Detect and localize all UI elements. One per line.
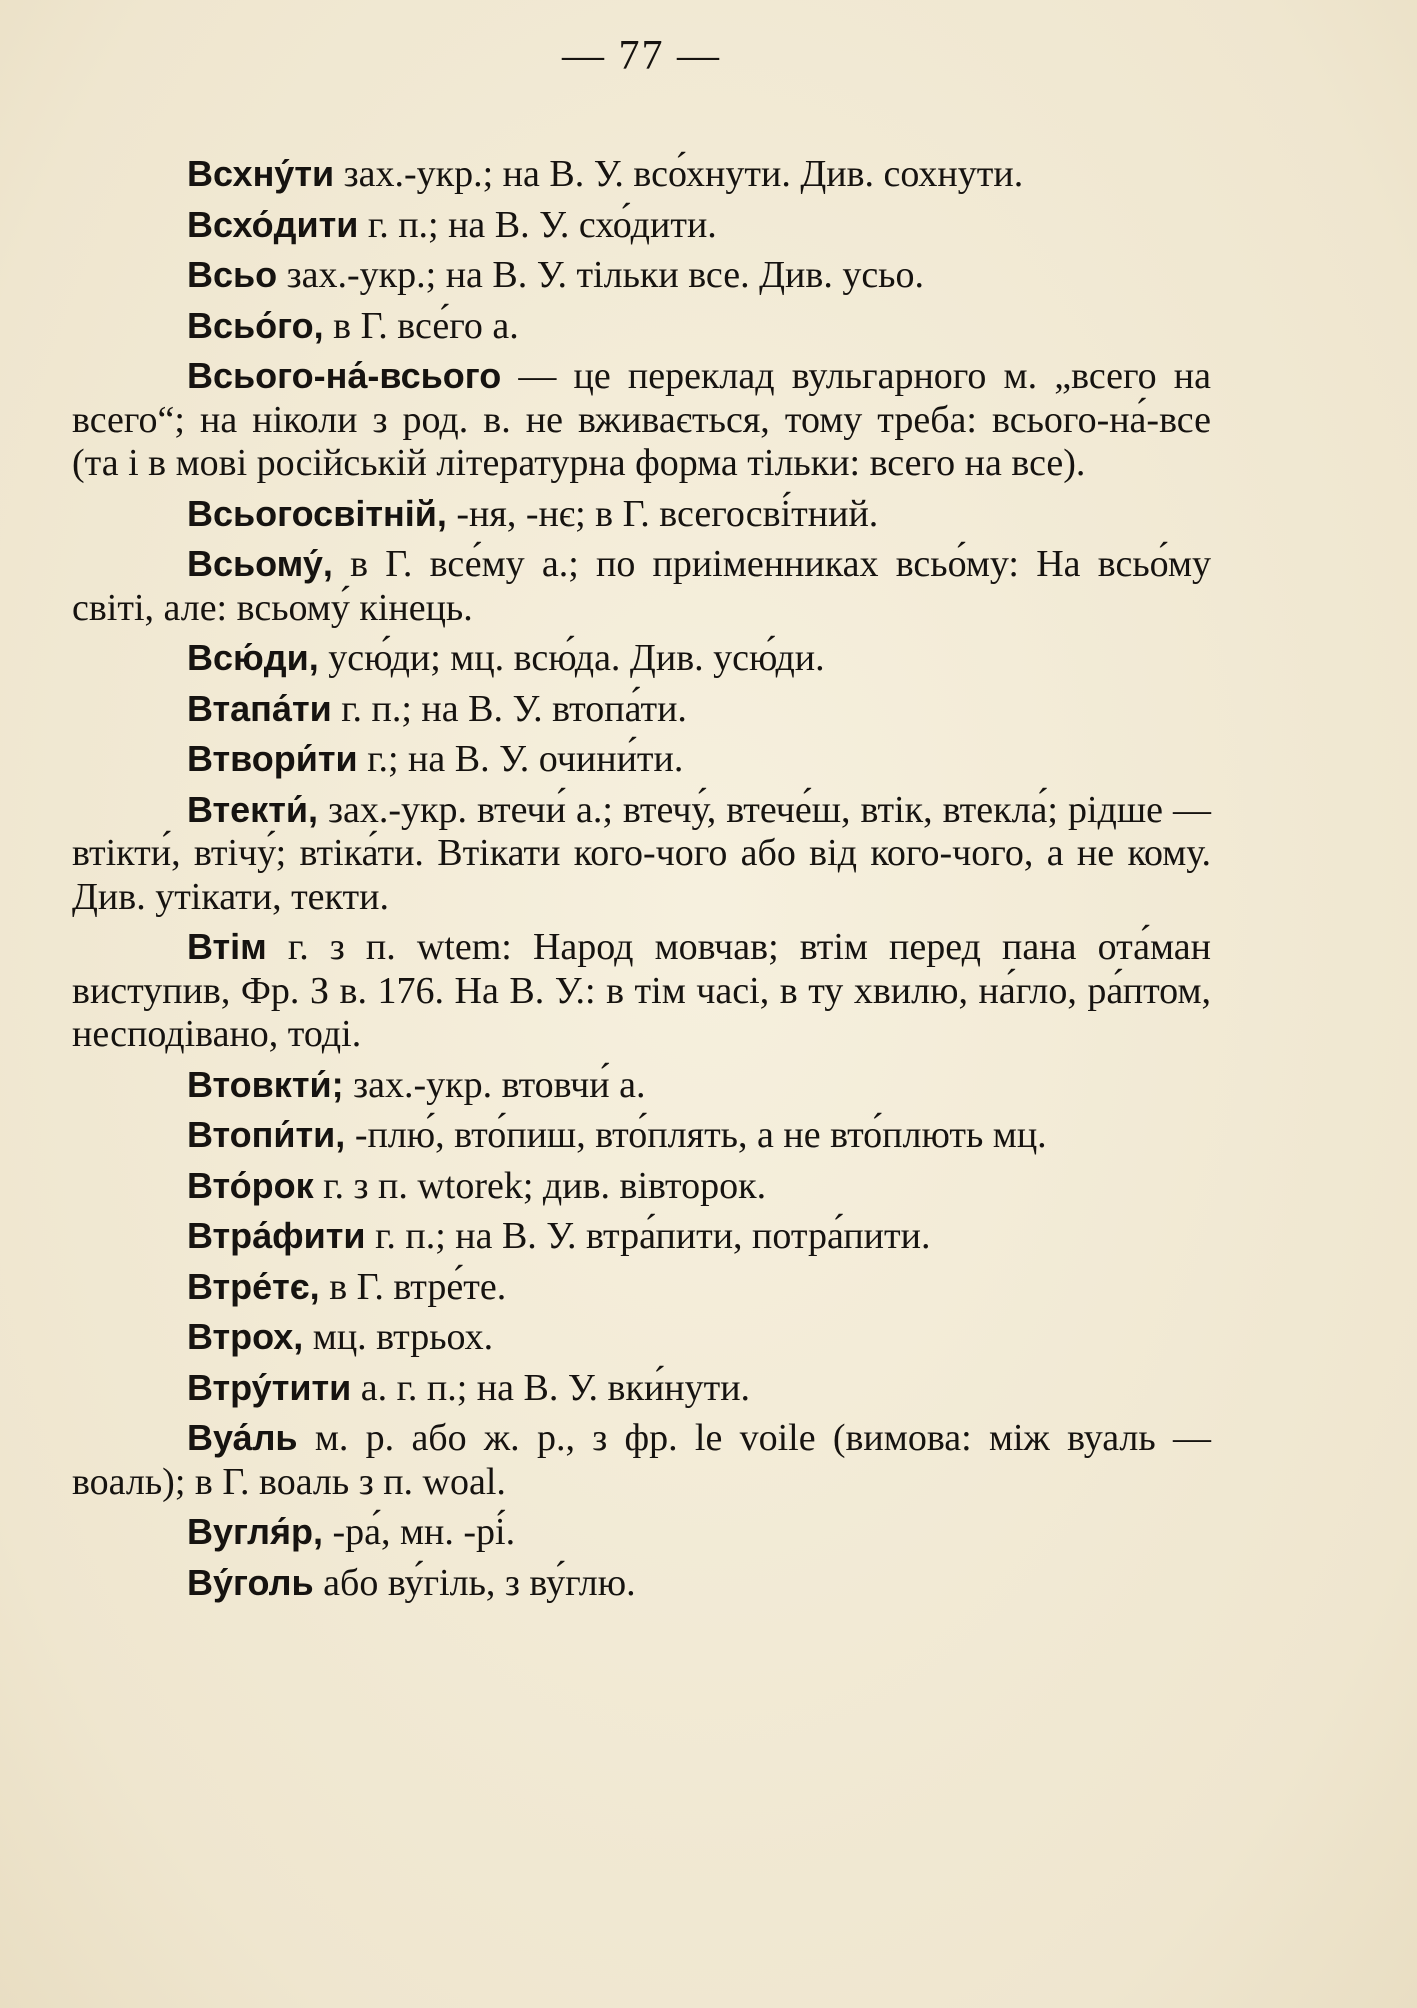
entry-headword: Ву́голь <box>187 1561 314 1603</box>
entry-headword: Всхну́ти <box>187 153 335 194</box>
entry-headword: Вто́рок <box>187 1164 314 1206</box>
entry-text: г. з п. wtorek; див. вівторок. <box>313 1164 767 1207</box>
dictionary-entry <box>72 203 1211 248</box>
dictionary-entry <box>72 925 1211 1057</box>
dictionary-entry <box>72 152 1211 197</box>
dictionary-entry <box>72 737 1211 782</box>
entry-text: м. р. або ж. р., з фр. le voile (вимова: між вуаль — воаль); в Г. воаль з п. woal. <box>72 1417 1211 1503</box>
entry-headword: Всьогосвітній, <box>187 492 447 534</box>
entry-text: зах.-укр. втовчи́ а. <box>343 1063 646 1106</box>
dictionary-entry <box>72 788 1211 920</box>
entry-text: в Г. все́му а.; по приіменниках всьо́му: На всьо́му світі, але: всьому́ кінець. <box>72 543 1211 629</box>
entry-headword: Втовкти́; <box>187 1063 344 1105</box>
dictionary-entry <box>72 542 1211 630</box>
dictionary-entry <box>72 492 1211 537</box>
entry-headword: Вуа́ль <box>187 1417 298 1458</box>
entry-text: в Г. втре́те. <box>319 1265 507 1308</box>
dictionary-entry <box>72 1265 1211 1310</box>
entry-headword: Втвори́ти <box>187 738 358 779</box>
entry-text: -плю́, вто́пиш, вто́плять, а не вто́плють мц. <box>345 1114 1047 1156</box>
entry-text: зах.-укр.; на В. У. всо́хнути. Див. сохнути. <box>334 153 1024 195</box>
entry-headword: Втрох, <box>187 1316 304 1357</box>
entry-text: мц. втрьох. <box>303 1316 494 1358</box>
entry-headword: Всьому́, <box>187 543 333 584</box>
page-number: — 77 — <box>562 33 721 79</box>
dictionary-entry <box>72 1113 1211 1158</box>
entry-headword: Втім <box>187 926 267 967</box>
entry-headword: Всхо́дити <box>187 203 359 245</box>
dictionary-entry <box>72 1366 1211 1411</box>
entry-text: усю́ди; мц. всю́да. Див. усю́ди. <box>318 637 825 679</box>
entry-headword: Втра́фити <box>187 1215 366 1256</box>
dictionary-entry <box>72 304 1211 349</box>
entry-text: г.; на В. У. очини́ти. <box>357 738 684 780</box>
entry-headword: Втру́тити <box>187 1366 352 1408</box>
entry-text: — це переклад вульгарного м. „всего на всего“; на ніколи з род. в. не вживається, тому треба: всього-на́-все (та і в мові російській літературна форма тільки: всего на все). <box>72 355 1211 484</box>
dictionary-entry <box>72 687 1211 732</box>
dictionary-entry <box>72 354 1211 486</box>
entry-headword: Втопи́ти, <box>187 1114 346 1155</box>
dictionary-entry <box>72 1416 1211 1504</box>
entry-headword: Вугля́р, <box>187 1511 323 1552</box>
dictionary-entry <box>72 1510 1211 1555</box>
dictionary-entry <box>72 636 1211 681</box>
entry-text: г. п.; на В. У. втра́пити, потра́пити. <box>365 1215 931 1257</box>
entry-headword: Всьо́го, <box>187 304 324 346</box>
dictionary-entry <box>72 253 1211 298</box>
entry-text: -ня, -нє; в Г. всегосві́тний. <box>446 492 879 535</box>
entry-text: г. п.; на В. У. схо́дити. <box>358 203 717 246</box>
entry-text: -ра́, мн. -рі́. <box>322 1511 516 1553</box>
dictionary-entry <box>72 1315 1211 1360</box>
dictionary-entry <box>72 1561 1211 1606</box>
entry-headword: Всьо <box>187 254 278 295</box>
dictionary-entry <box>72 1164 1211 1209</box>
entry-text: а. г. п.; на В. У. вки́нути. <box>351 1366 751 1409</box>
dictionary-entry <box>72 1063 1211 1108</box>
entry-text: в Г. все́го а. <box>323 304 519 347</box>
entry-text: або ву́гіль, з ву́глю. <box>313 1561 636 1604</box>
entry-text: зах.-укр.; на В. У. тільки все. Див. усьо. <box>277 254 925 296</box>
entry-text: зах.-укр. втечи́ а.; втечу́, втече́ш, втік, втекла́; рідше — втікти́, втічу́; втіка́ти. Втікати кого-чого або від кого-чого, а не кому. Див. утікати, текти. <box>72 788 1211 918</box>
entry-headword: Втапа́ти <box>187 687 332 729</box>
entry-headword: Всього-на́-всього <box>187 355 502 396</box>
entry-list <box>72 152 1211 1605</box>
entry-text: г. з п. wtem: Народ мовчав; втім перед пана ота́ман виступив, Фр. З в. 176. На В. У.: в тім часі, в ту хвилю, на́гло, ра́птом, несподівано, тоді. <box>72 926 1211 1055</box>
dictionary-entry <box>72 1214 1211 1259</box>
entry-headword: Втекти́, <box>187 788 318 830</box>
entry-headword: Втре́тє, <box>187 1265 320 1307</box>
entry-text: г. п.; на В. У. втопа́ти. <box>331 687 687 730</box>
entry-headword: Всю́ди, <box>187 637 319 678</box>
